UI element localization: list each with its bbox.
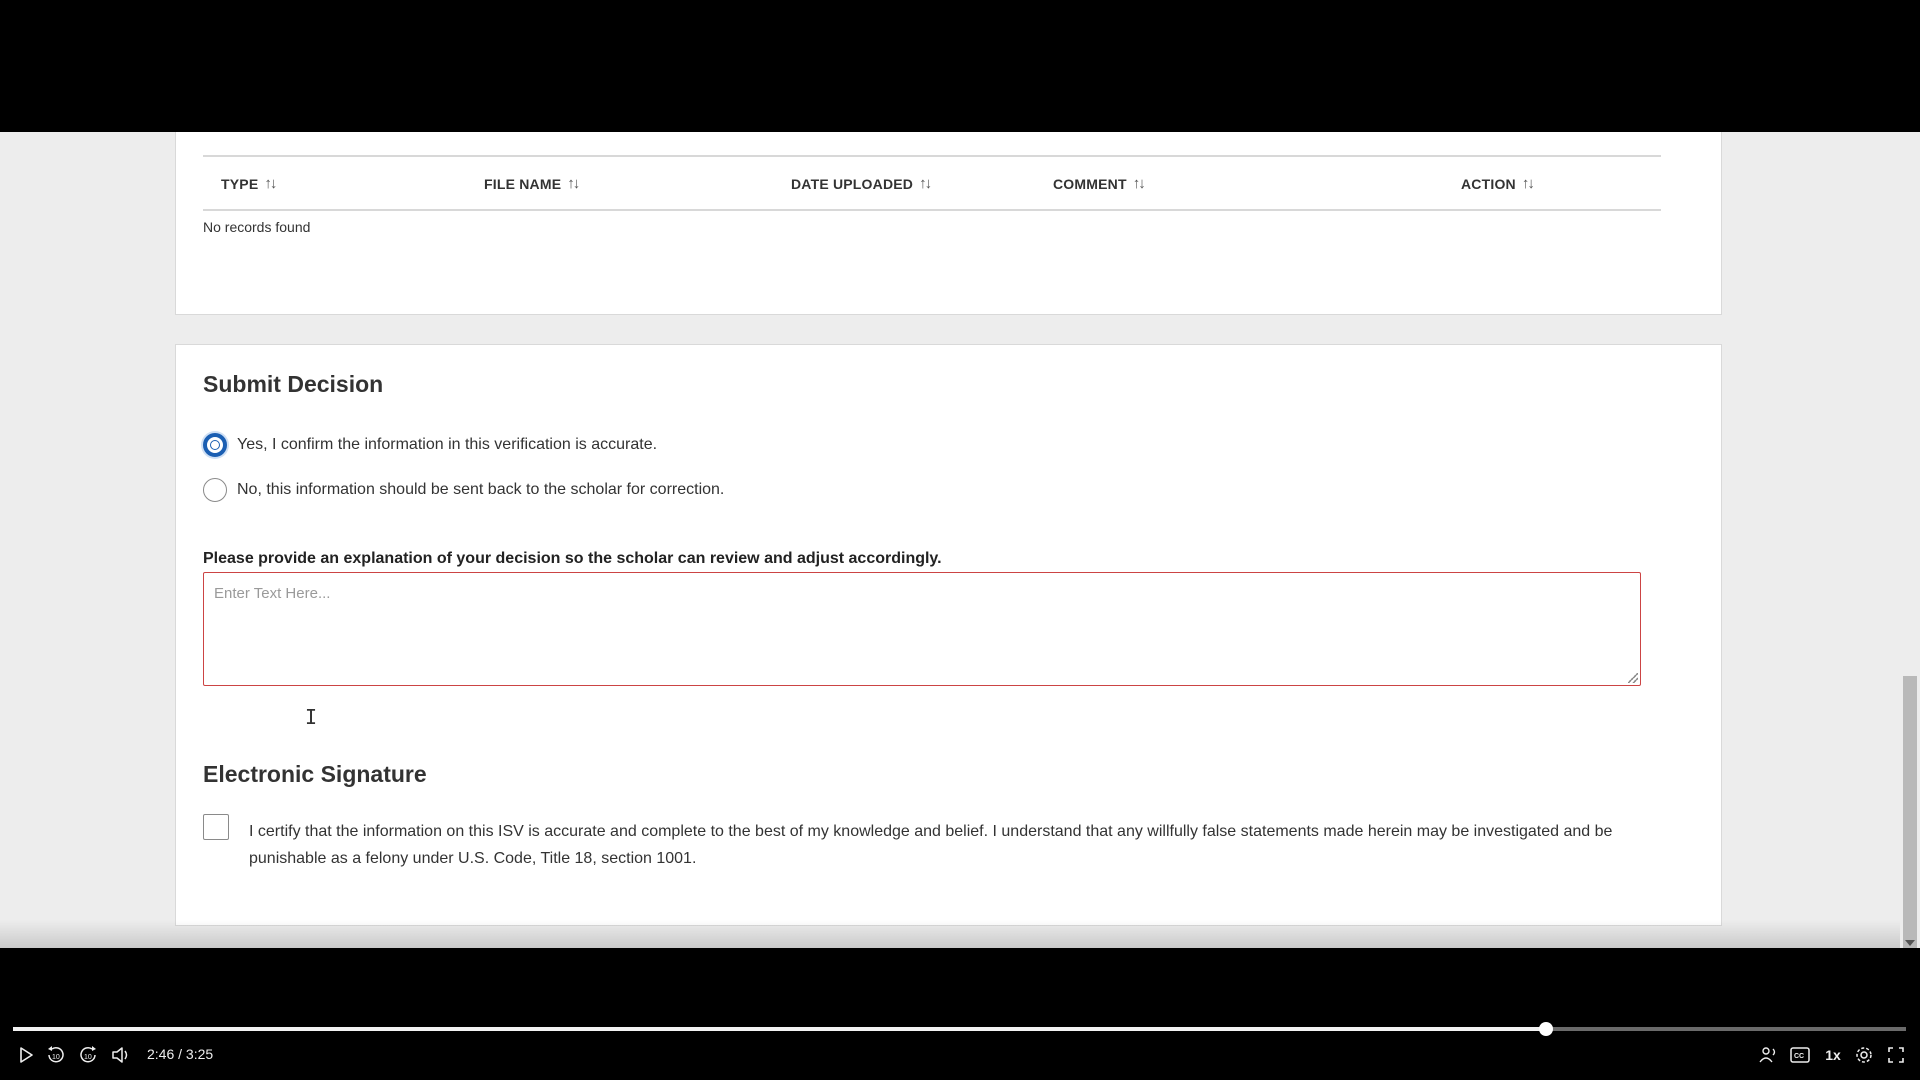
fullscreen-icon — [1888, 1047, 1904, 1063]
certification-text: I certify that the information on this ISV is accurate and complete to the best of my knowledge and belief. I understand that any willfully false statements made herein may be investigated and be punishable as a felony under U.S. Code, Title 18, section 1001. — [249, 823, 1613, 867]
sort-arrows-icon: ↑↓ — [919, 175, 931, 192]
svg-text:CC: CC — [1794, 1053, 1805, 1060]
explanation-field-wrapper — [203, 572, 1641, 686]
column-header-type[interactable]: TYPE ↑↓ — [221, 175, 276, 192]
documents-card — [175, 132, 1722, 315]
svg-text:10: 10 — [52, 1054, 60, 1061]
submit-decision-title: Submit Decision — [203, 371, 384, 397]
settings-icon — [1855, 1046, 1873, 1064]
audio-description-icon — [1758, 1046, 1778, 1064]
audio-description-button[interactable] — [1757, 1045, 1779, 1065]
sort-arrows-icon: ↑↓ — [1521, 175, 1533, 192]
svg-text:10: 10 — [84, 1054, 92, 1061]
sort-arrows-icon: ↑↓ — [1132, 175, 1144, 192]
progress-fill — [13, 1027, 1546, 1031]
forward-10-button[interactable] — [77, 1045, 99, 1065]
explanation-textarea[interactable] — [203, 572, 1641, 686]
fullscreen-button[interactable] — [1885, 1045, 1907, 1065]
video-controls — [0, 948, 1920, 1080]
decision-option-no[interactable] — [203, 478, 724, 502]
volume-icon — [111, 1046, 131, 1064]
radio-button-no[interactable] — [203, 478, 227, 502]
progress-bar[interactable] — [13, 1027, 1906, 1031]
progress-knob[interactable] — [1539, 1022, 1553, 1036]
column-header-file-name[interactable]: FILE NAME ↑↓ — [484, 175, 579, 192]
page-scrollbar[interactable] — [1900, 132, 1920, 948]
resize-grip-icon[interactable] — [1628, 673, 1638, 683]
rewind-10-icon — [46, 1045, 66, 1065]
bottom-fade — [0, 920, 1900, 948]
settings-button[interactable] — [1853, 1045, 1875, 1065]
playback-speed-button[interactable]: 1x — [1825, 1047, 1841, 1063]
scroll-down-arrow-icon[interactable] — [1905, 940, 1915, 946]
forward-10-icon — [78, 1045, 98, 1065]
time-display: 2:46 / 3:25 — [147, 1046, 214, 1062]
column-header-date-uploaded[interactable]: DATE UPLOADED ↑↓ — [791, 175, 931, 192]
scrollbar-thumb[interactable] — [1903, 676, 1917, 948]
play-button[interactable] — [16, 1045, 36, 1065]
electronic-signature-title: Electronic Signature — [203, 761, 427, 787]
decision-option-yes[interactable] — [203, 433, 657, 457]
column-header-comment[interactable]: COMMENT ↑↓ — [1053, 175, 1144, 192]
decision-option-yes-label: Yes, I confirm the information in this verification is accurate. — [237, 436, 658, 453]
sort-arrows-icon: ↑↓ — [567, 175, 579, 192]
certification-checkbox[interactable] — [203, 814, 229, 840]
text-cursor-icon: I — [305, 705, 318, 729]
radio-button-yes[interactable] — [203, 433, 227, 457]
captions-icon — [1790, 1047, 1810, 1063]
rewind-10-button[interactable] — [45, 1045, 67, 1065]
table-header — [203, 155, 1661, 211]
decision-option-no-label: No, this information should be sent back to the scholar for correction. — [237, 481, 725, 498]
volume-button[interactable] — [110, 1045, 132, 1065]
documents-table — [203, 155, 1661, 235]
captions-button[interactable] — [1789, 1045, 1811, 1065]
decision-card — [175, 344, 1722, 926]
certification-row — [203, 818, 1623, 872]
explanation-label: Please provide an explanation of your decision so the scholar can review and adjust accordingly. — [203, 550, 942, 567]
page-viewport — [0, 132, 1920, 948]
sort-arrows-icon: ↑↓ — [264, 175, 276, 192]
play-icon — [19, 1047, 33, 1063]
empty-table-message: No records found — [203, 219, 311, 235]
column-header-action[interactable]: ACTION ↑↓ — [1461, 175, 1533, 192]
